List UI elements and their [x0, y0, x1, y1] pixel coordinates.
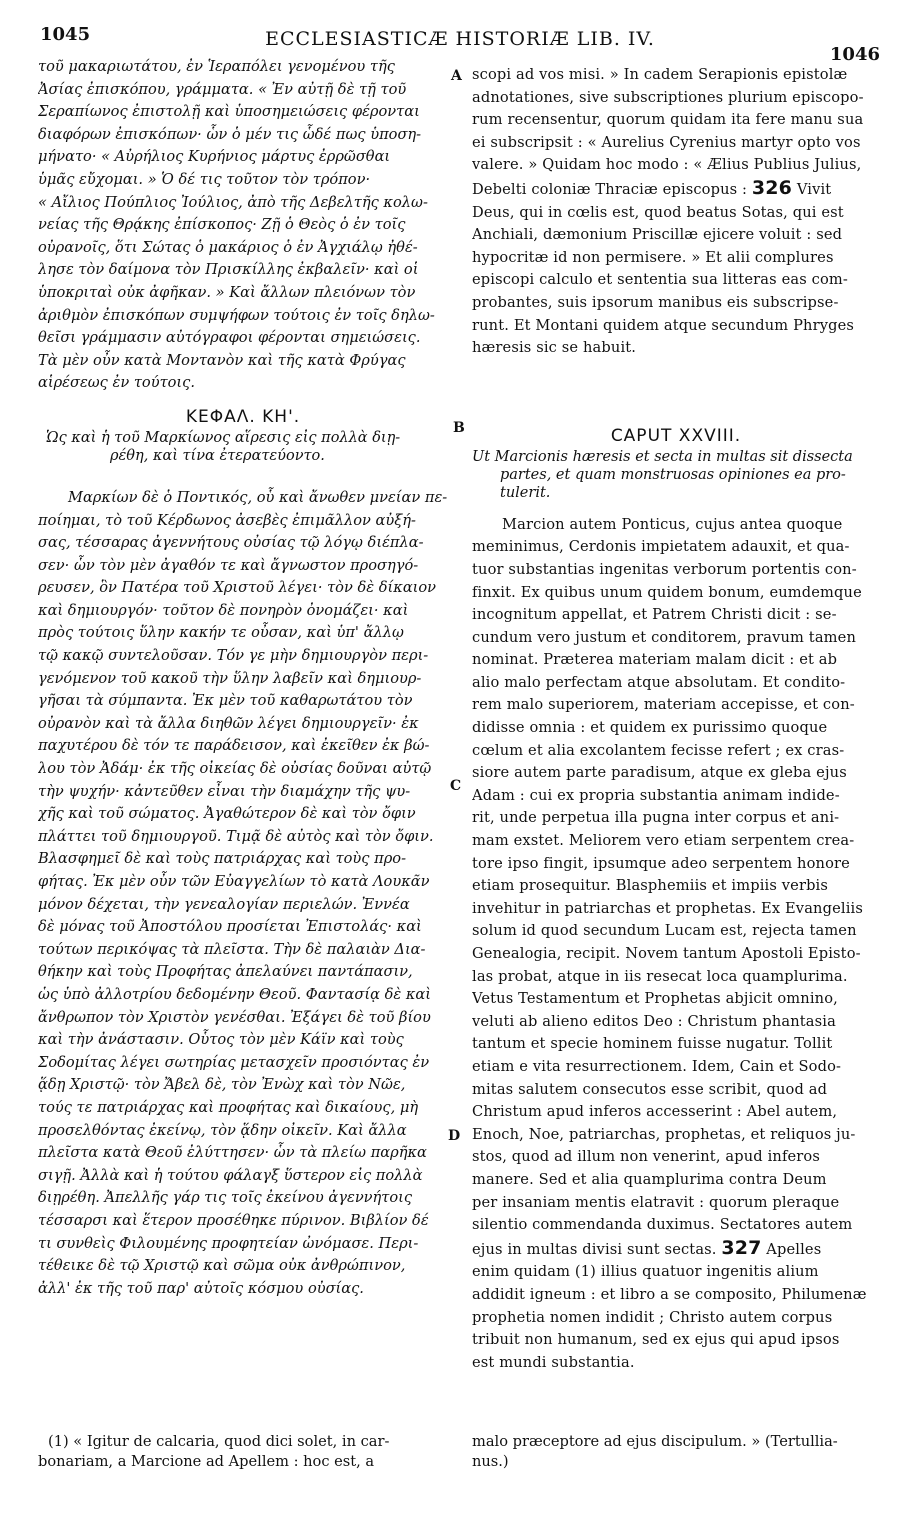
text-line: Μαρκίων δὲ ὁ Ποντικός, οὗ καὶ ἄνωθεν μνείαν πε-: [68, 488, 448, 506]
text-line: scopi ad vos misi. » In cadem Serapionis epistolæ: [472, 66, 848, 83]
text-line: χῆς καὶ τοῦ σώματος. Ἀγαθώτερον δὲ καὶ τὸν ὄφιν: [38, 805, 416, 823]
text-line: incognitum appellat, et Patrem Christi dicit : se-: [472, 606, 837, 624]
text-line: cœlum et alia excolantem fecisse refert ; ex cras-: [472, 741, 845, 759]
page-number-right: 1046: [829, 44, 880, 65]
text-line: τι συνθεὶς Φιλουμένης προφητείαν ὠνόμασε. Περι-: [38, 1234, 419, 1252]
text-line: veluti ab alieno editos Deo : Christum phantasia: [472, 1012, 836, 1030]
text-line: las probat, atque in iis resecat loca quamplurima.: [472, 967, 848, 985]
text-line: solum id quod secundum Lucam est, rejecta tamen: [472, 922, 857, 940]
text-line: δὲ μόνας τοῦ Ἀποστόλου προσίεται Ἐπιστολάς· καὶ: [38, 918, 422, 936]
text-line: ρευσεν, ὃν Πατέρα τοῦ Χριστοῦ λέγει· τὸν δὲ δίκαιον: [38, 579, 437, 597]
text-line: « Αἴλιος Πούπλιος Ἰούλιος, ἀπὸ τῆς Δεβελτῆς κολω-: [38, 193, 428, 211]
text-fragment: Vivit: [792, 180, 832, 198]
subtitle-line: Ut Marcionis hæresis et secta in multas sit dissecta: [472, 448, 853, 465]
text-line: ei subscripsit : « Aurelius Cyrenius martyr opto vos: [472, 133, 861, 151]
text-line-with-number: [472, 177, 880, 202]
text-line: etiam e vita resurrectionem. Idem, Cain et Sodo-: [472, 1057, 842, 1075]
text-line: enim quidam (1) illius quatuor ingenitis alium: [472, 1263, 819, 1281]
text-line: Σεραπίωνος ἐπιστολῇ καὶ ὑποσημειώσεις φέρονται: [38, 103, 420, 121]
text-line: adnotationes, sive subscriptiones plurium episcopo-: [472, 88, 864, 106]
text-line: τέσσαρσι καὶ ἕτερον προσέθηκε πύρινον. Βιβλίον δέ: [38, 1211, 429, 1229]
subtitle-line: partes, et quam monstruosas opiniones ea pro-: [500, 466, 846, 483]
text-line: invehitur in patriarchas et prophetas. Ex Evangeliis: [472, 899, 863, 917]
greek-body-text: [38, 487, 448, 1300]
text-line: Marcion autem Ponticus, cujus antea quoque: [502, 515, 843, 533]
text-line: etiam prosequitur. Blasphemiis et impiis verbis: [472, 877, 829, 895]
latin-chapter-subtitle: [472, 448, 880, 502]
footnote-line: (1) « Igitur de calcaria, quod dici solet, in car-: [48, 1433, 390, 1450]
text-line: mitas salutem consecutos esse scribit, quod ad: [472, 1080, 828, 1098]
text-line: rum recensentur, quorum quidam ita fere manu sua: [472, 111, 864, 129]
text-line: cundum vero justum et conditorem, pravum tamen: [472, 628, 856, 646]
text-line: tribuit non humanum, sed ex ejus qui apud ipsos: [472, 1331, 840, 1349]
text-line: runt. Et Montani quidem atque secundum Phryges: [472, 316, 855, 334]
text-line: καὶ τὴν ἀνάστασιν. Οὗτος τὸν μὲν Κάϊν καὶ τοὺς: [38, 1031, 404, 1049]
text-line: ἄνθρωπον τὸν Χριστὸν γενέσθαι. Ἐξάγει δὲ τοῦ βίου: [38, 1008, 431, 1026]
text-line: ὡς ὑπὸ ἀλλοτρίου δεδομένην Θεοῦ. Φαντασίᾳ δὲ καὶ: [38, 985, 431, 1003]
text-line: οὐρανὸν καὶ τὰ ἄλλα διηθῶν λέγει δημιουργεῖν· ἐκ: [38, 714, 419, 732]
text-line: alio malo perfectam atque absolutam. Et condito-: [472, 673, 846, 691]
text-line: tore ipso fingit, ipsumque adeo serpentem honore: [472, 854, 850, 872]
footnote-right: [472, 1432, 880, 1472]
text-line: τούς τε πατριάρχας καὶ προφήτας καὶ δικαίους, μὴ: [38, 1098, 419, 1116]
text-line: ἀριθμὸν ἐπισκόπων συμψήφων τούτοις ἐν τοῖς δηλω-: [38, 306, 435, 324]
text-line: θεῖσι γράμμασιν αὐτόγραφοι φέρονται σημειώσεις.: [38, 329, 421, 347]
text-line: valere. » Quidam hoc modo : « Ælius Publius Julius,: [472, 156, 862, 174]
text-line: silentio commendanda duximus. Sectatores autem: [472, 1216, 853, 1234]
text-line: μήνατο· « Αὐρήλιος Κυρήνιος μάρτυς ἐρρῶσθαι: [38, 148, 391, 166]
text-fragment: Apelles: [761, 1240, 822, 1258]
text-line: ᾅδῃ Χριστῷ· τὸν Ἄβελ δὲ, τὸν Ἐνὼχ καὶ τὸν Νῶε,: [38, 1076, 406, 1094]
text-line: νείας τῆς Θρᾴκης ἐπίσκοπος· Ζῇ ὁ Θεὸς ὁ ἐν τοῖς: [38, 216, 406, 234]
text-line: πλάττει τοῦ δημιουργοῦ. Τιμᾷ δὲ αὐτὸς καὶ τὸν ὄφιν.: [38, 827, 434, 845]
text-line: finxit. Ex quibus unum quidem bonum, eumdemque: [472, 583, 862, 601]
text-line: τὴν ψυχήν· κἀντεῦθεν εἶναι τὴν διαμάχην τῆς ψυ-: [38, 782, 411, 800]
footnote-left: [38, 1432, 448, 1472]
text-line: καὶ δημιουργόν· τοῦτον δὲ πονηρὸν ὀνομάζει· καὶ: [38, 601, 409, 619]
text-line: φήτας. Ἐκ μὲν οὖν τῶν Εὐαγγελίων τὸ κατὰ Λουκᾶν: [38, 873, 430, 890]
text-line: Genealogia, recipit. Novem tantum Apostoli Episto-: [472, 945, 861, 962]
text-line: Christum apud inferos accesserint : Abel autem,: [472, 1103, 838, 1121]
text-line: meminimus, Cerdonis impietatem adauxit, et qua-: [472, 538, 850, 556]
greek-chapter-heading: ΚΕΦΑΛ. ΚΗ'.: [185, 406, 301, 427]
section-number-327: 327: [721, 1236, 762, 1259]
text-line: didisse omnia : et quidem ex purissimo quoque: [472, 719, 828, 737]
text-line: tuor substantias ingenitas verborum portentis con-: [472, 560, 857, 578]
text-line: διῃρέθη. Ἀπελλῆς γάρ τις τοῖς ἐκείνου ἀγεννήτοις: [38, 1189, 413, 1207]
text-line: Anchiali, dæmonium Priscillæ ejicere voluit : sed: [472, 226, 843, 244]
text-line: ἀλλ' ἐκ τῆς τοῦ παρ' αὐτοῖς κόσμου οὐσίας.: [38, 1279, 364, 1297]
text-line: siore autem parte paradisum, atque ex gleba ejus: [472, 764, 847, 782]
text-line: per insaniam mentis elatravit : quorum pleraque: [472, 1193, 840, 1211]
section-number-326: 326: [751, 176, 793, 199]
text-line: τέθεικε δὲ τῷ Χριστῷ καὶ σῶμα οὐκ ἀνθρώπινον,: [38, 1257, 406, 1275]
text-line: αἱρέσεως ἐν τούτοις.: [38, 374, 195, 392]
text-line: prophetia nomen indidit ; Christo autem corpus: [472, 1308, 833, 1326]
text-line: γενόμενον τοῦ κακοῦ τὴν ὕλην λαβεῖν καὶ δημιουρ-: [38, 669, 422, 687]
text-line: θήκην καὶ τοὺς Προφήτας ἀπελαύνει παντάπασιν,: [38, 963, 413, 981]
text-line: nominat. Præterea materiam malam dicit : et ab: [472, 651, 838, 669]
text-line: rit, unde perpetua illa pugna inter corpus et ani-: [472, 809, 840, 827]
text-line: μόνον δέχεται, τὴν γενεαλογίαν περιελών. Ἐννέα: [38, 895, 410, 913]
text-line-with-number: [472, 1237, 880, 1262]
text-line: προσελθόντας ἐκείνῳ, τὸν ᾅδην οἰκεῖν. Καὶ ἄλλα: [38, 1121, 407, 1139]
text-line: hæresis sic se habuit.: [472, 339, 637, 357]
text-line: τῷ κακῷ συντελοῦσαν. Τόν γε μὴν δημιουργὸν περι-: [38, 647, 429, 665]
text-line: probantes, suis ipsorum manibus eis subscripse-: [472, 293, 839, 311]
text-line: παχυτέρου δὲ τόν τε παράδεισον, καὶ ἐκεῖθεν ἐκ βώ-: [38, 737, 430, 755]
greek-column: [38, 56, 448, 1300]
running-title: ECCLESIASTICÆ HISTORIÆ LIB. IV.: [265, 28, 655, 50]
text-line: λησε τὸν δαίμονα τὸν Πρισκίλλης ἐκβαλεῖν· καὶ οἱ: [38, 261, 419, 279]
margin-marker-a: A: [451, 68, 462, 84]
page-number-left: 1045: [40, 24, 91, 45]
text-fragment: ejus in multas divisi sunt sectas.: [472, 1240, 722, 1258]
margin-marker-b: B: [453, 420, 465, 436]
text-line: Adam : cui ex propria substantia animam indide-: [472, 786, 840, 804]
text-line: ποίημαι, τὸ τοῦ Κέρδωνος ἀσεβὲς ἐπιμᾶλλον αὐξή-: [38, 511, 416, 529]
text-line: hypocritæ id non permisere. » Et alii complures: [472, 248, 834, 266]
text-line: Ἀσίας ἐπισκόπου, γράμματα. « Ἐν αὐτῇ δὲ τῇ τοῦ: [38, 80, 407, 98]
text-line: Enoch, Noe, patriarchas, prophetas, et reliquos ju-: [472, 1125, 856, 1143]
text-fragment: Debelti coloniæ Thraciæ episcopus :: [472, 180, 752, 198]
text-line: Τὰ μὲν οὖν κατὰ Μοντανὸν καὶ τῆς κατὰ Φρύγας: [38, 351, 406, 369]
text-line: Deus, qui in cœlis est, quod beatus Sotas, qui est: [472, 203, 844, 221]
text-line: πλεῖστα κατὰ Θεοῦ ἐλύττησεν· ὧν τὰ πλείω παρῆκα: [38, 1144, 427, 1162]
footnote-line: nus.): [472, 1453, 509, 1470]
text-line: stos, quod ad illum non venerint, apud inferos: [472, 1148, 820, 1166]
text-line: Σοδομίτας λέγει σωτηρίας μετασχεῖν προσιόντας ἐν: [38, 1053, 430, 1071]
text-line: Βλασφημεῖ δὲ καὶ τοὺς πατριάρχας καὶ τοὺς προ-: [38, 850, 407, 868]
greek-top-text: [38, 56, 448, 395]
text-line: λου τὸν Ἀδάμ· ἐκ τῆς οἰκείας δὲ οὐσίας δοῦναι αὐτῷ: [38, 760, 432, 778]
text-line: γῆσαι τὰ σύμπαντα. Ἐκ μὲν τοῦ καθαρωτάτου τὸν: [38, 692, 413, 710]
footnote-line: malo præceptore ad ejus discipulum. » (Tertullia-: [472, 1433, 838, 1450]
text-line: σιγῇ. Ἀλλὰ καὶ ἡ τούτου φάλαγξ ὕστερον εἰς πολλὰ: [38, 1166, 423, 1184]
latin-body-text: [472, 514, 880, 1375]
text-line: πρὸς τούτοις ὕλην κακήν τε οὖσαν, καὶ ὑπ' ἄλλῳ: [38, 624, 404, 642]
latin-top-text: [472, 64, 880, 360]
text-line: οὐρανοῖς, ὅτι Σώτας ὁ μακάριος ὁ ἐν Ἀγχιάλῳ ἠθέ-: [38, 238, 418, 256]
subtitle-line: ρέθη, καὶ τίνα ἐτερατεύοντο.: [110, 447, 325, 464]
page-header: [40, 16, 880, 65]
text-line: Vetus Testamentum et Prophetas abjicit omnino,: [472, 990, 838, 1008]
latin-column: [472, 64, 880, 1374]
subtitle-line: tulerit.: [500, 484, 551, 501]
text-line: addidit igneum : et libro a se composito, Philumenæ: [472, 1285, 867, 1303]
text-line: ὑποκριταὶ οὐκ ἀφῆκαν. » Καὶ ἄλλων πλειόνων τὸν: [38, 283, 416, 301]
text-line: manere. Sed et alia quamplurima contra Deum: [472, 1170, 827, 1188]
text-line: episcopi calculo et sententia sua litteras eas com-: [472, 271, 848, 289]
footnote-line: bonariam, a Marcione ad Apellem : hoc est, a: [38, 1453, 375, 1470]
text-line: σας, τέσσαρας ἀγεννήτους οὐσίας τῷ λόγῳ διέπλα-: [38, 534, 424, 552]
text-line: tantum et specie hominem fuisse nugatur. Tollit: [472, 1035, 833, 1053]
greek-chapter-subtitle: [38, 429, 448, 465]
margin-marker-c: C: [450, 778, 462, 794]
subtitle-line: Ὡς καὶ ἡ τοῦ Μαρκίωνος αἵρεσις εἰς πολλὰ διῃ-: [46, 429, 401, 446]
text-line: διαφόρων ἐπισκόπων· ὧν ὁ μέν τις ὧδέ πως ὑποση-: [38, 125, 422, 143]
text-line: ὑμᾶς εὔχομαι. » Ὁ δέ τις τοῦτον τὸν τρόπον·: [38, 170, 371, 188]
text-line: τούτων περικόψας τὰ πλεῖστα. Τὴν δὲ παλαιὰν Δια-: [38, 940, 426, 958]
text-line: mam exstet. Meliorem vero etiam serpentem crea-: [472, 832, 855, 850]
latin-chapter-heading: CAPUT XXVIII.: [610, 425, 742, 446]
text-line: rem malo superiorem, materiam accepisse, et con-: [472, 696, 855, 714]
text-line: σεν· ὧν τὸν μὲν ἀγαθόν τε καὶ ἄγνωστον προσηγό-: [38, 556, 419, 574]
text-line: est mundi substantia.: [472, 1353, 635, 1371]
text-line: τοῦ μακαριωτάτου, ἐν Ἱεραπόλει γενομένου τῆς: [38, 58, 395, 75]
margin-marker-d: D: [448, 1128, 461, 1144]
